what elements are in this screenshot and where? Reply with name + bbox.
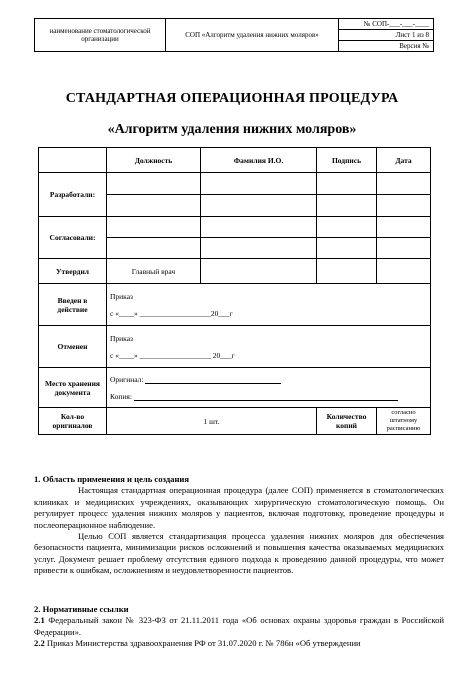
section-1-heading: 1. Область применения и цель создания: [34, 474, 190, 484]
approved-label: Утвердил: [39, 259, 107, 284]
copies-count-label: Количество копий: [317, 408, 377, 435]
agreed-label: Согласовали:: [39, 217, 107, 259]
storage-cell: [107, 368, 431, 408]
reference-2-2: [34, 638, 444, 649]
agreed-name-1[interactable]: [201, 217, 317, 238]
approval-table: [38, 147, 431, 435]
column-signature: Подпись: [317, 148, 377, 173]
agreed-position-1[interactable]: [107, 217, 201, 238]
developed-label: Разработали:: [39, 173, 107, 217]
agreed-date-1[interactable]: [377, 217, 431, 238]
storage-label: Место хранения документа: [39, 368, 107, 408]
agreed-signature-2[interactable]: [317, 238, 377, 259]
developed-position-1[interactable]: [107, 173, 201, 195]
section-references: [34, 604, 444, 650]
agreed-signature-1[interactable]: [317, 217, 377, 238]
agreed-position-2[interactable]: [107, 238, 201, 259]
sop-number: № СОП-___-___-____: [339, 19, 434, 30]
copy-label: Копия:: [110, 391, 132, 401]
copy-field[interactable]: [134, 392, 398, 401]
header-empty-cell: [39, 148, 107, 173]
reference-2-1-number: 2.1: [34, 615, 45, 626]
approved-name[interactable]: [201, 259, 317, 284]
section-1-paragraph-1: Настоящая стандартная операционная процедура (далее СОП) применяется в стоматологических клиниках и медицинских учреждениях, оказывающих хирургическую стоматологическую помощь. Он регулирует процесс удаления нижних моляров у пациентов, включая подготовку, проведение процедуры и послеоперационное наблюдение.: [34, 485, 444, 530]
developed-signature-1[interactable]: [317, 173, 377, 195]
reference-2-2-text: Приказ Министерства здравоохранения РФ от 31.07.2020 г. № 786н «Об утверждении: [44, 638, 361, 649]
introduced-label: Введен в действие: [39, 284, 107, 326]
agreed-name-2[interactable]: [201, 238, 317, 259]
developed-name-2[interactable]: [201, 195, 317, 217]
organization-name: наименование стоматологической организации: [35, 19, 166, 52]
originals-count-label: Кол-во оригиналов: [39, 408, 107, 435]
developed-position-2[interactable]: [107, 195, 201, 217]
column-position: Должность: [107, 148, 201, 173]
approved-date[interactable]: [377, 259, 431, 284]
document-title: СТАНДАРТНАЯ ОПЕРАЦИОННАЯ ПРОЦЕДУРА: [65, 91, 399, 106]
agreed-date-2[interactable]: [377, 238, 431, 259]
approved-position: Главный врач: [107, 259, 201, 284]
developed-name-1[interactable]: [201, 173, 317, 195]
original-label: Оригинал:: [110, 374, 144, 384]
sop-name: СОП «Алгоритм удаления нижних моляров»: [166, 19, 339, 52]
reference-2-1-text: Федеральный закон № 323-ФЗ от 21.11.2011 года «Об основах охраны здоровья граждан в Российской Федерации».: [34, 615, 444, 637]
introduced-order-label: Приказ: [110, 291, 134, 301]
original-field[interactable]: [145, 375, 281, 384]
cancelled-order-cell: [107, 326, 431, 368]
column-name: Фамилия И.О.: [201, 148, 317, 173]
section-1-paragraph-2: Целью СОП является стандартизация процесса удаления нижних моляров для обеспечения безопасности пациента, минимизации рисков осложнений и повышения качества оказываемых медицинских услуг. Документ решает проблему отсутствия единого подхода к проведению данной процедуры, что может привести к ошибкам, осложнениям и неудовлетворенности пациентов.: [34, 531, 444, 576]
sheet-counter: Лист 1 из 8: [339, 30, 434, 41]
column-date: Дата: [377, 148, 431, 173]
reference-2-2-number: 2.2: [34, 638, 45, 649]
cancelled-order-label: Приказ: [110, 333, 134, 343]
originals-count-value: 1 шт.: [107, 408, 317, 435]
introduced-order-date[interactable]: с «____» ___________________20___г: [110, 308, 233, 318]
section-scope: [34, 474, 444, 577]
introduced-order-cell: [107, 284, 431, 326]
section-2-heading: 2. Нормативные ссылки: [34, 604, 129, 614]
version-number: Версия №: [339, 41, 434, 52]
reference-2-1: [34, 615, 444, 638]
developed-signature-2[interactable]: [317, 195, 377, 217]
cancelled-label: Отменен: [39, 326, 107, 368]
document-header: [34, 18, 434, 52]
copies-count-value: согласно штатному расписанию: [377, 408, 431, 435]
cancelled-order-date[interactable]: с «____» ___________________ 20___г: [110, 350, 235, 360]
document-subtitle: «Алгоритм удаления нижних моляров»: [107, 122, 357, 137]
developed-date-1[interactable]: [377, 173, 431, 195]
developed-date-2[interactable]: [377, 195, 431, 217]
approved-signature[interactable]: [317, 259, 377, 284]
